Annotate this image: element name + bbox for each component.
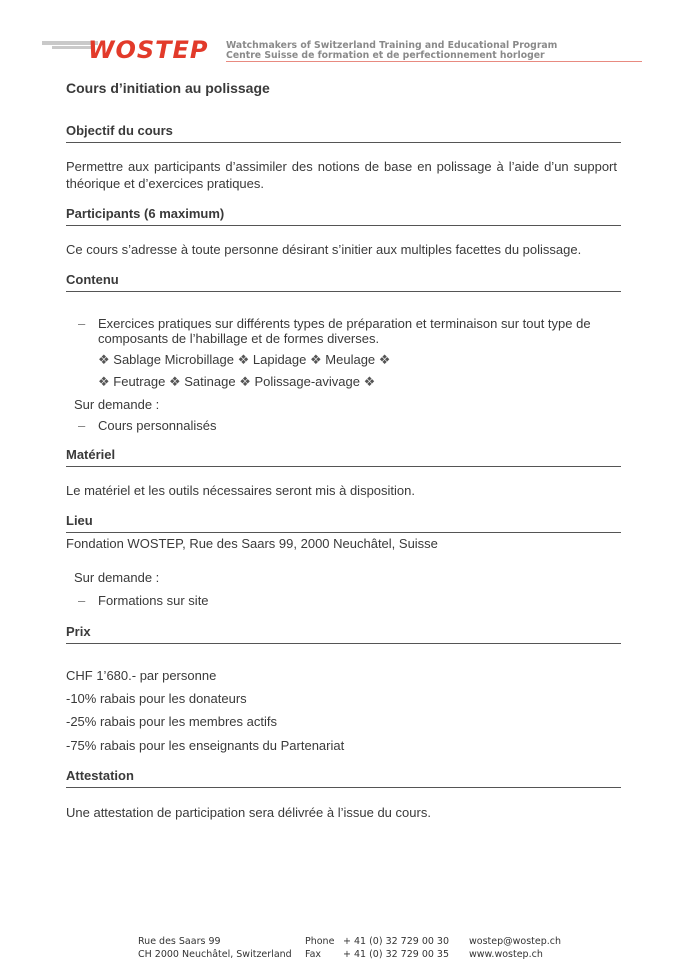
footer-address-line1: Rue des Saars 99 [138, 936, 221, 947]
footer-labels [305, 935, 334, 961]
wostep-logo: WOSTEP [88, 36, 209, 64]
objectif-text: Permettre aux participants d’assimiler des notions de base en polissage à l’aide d’un support théorique et d’exercices pratiques. [66, 159, 617, 191]
prix-line: CHF 1’680.- par personne [66, 668, 217, 683]
section-heading-contenu: Contenu [66, 272, 621, 292]
technique: Polissage-avivage [254, 374, 360, 389]
technique: Satinage [184, 374, 236, 389]
footer-email-link[interactable]: wostep@wostep.ch [469, 936, 562, 947]
section-heading-materiel: Matériel [66, 447, 621, 467]
list-dash: – [78, 316, 86, 331]
prix-line: -75% rabais pour les enseignants du Partenariat [66, 738, 345, 753]
section-heading-lieu: Lieu [66, 513, 621, 533]
list-dash: – [78, 418, 86, 433]
footer-address [138, 935, 292, 961]
technique: Feutrage [113, 374, 166, 389]
fleuron-icon: ❖ [237, 352, 250, 367]
footer-fax: + 41 (0) 32 729 00 35 [343, 949, 450, 960]
technique-row-1 [98, 352, 390, 367]
footer-phone: + 41 (0) 32 729 00 30 [343, 936, 450, 947]
technique: Lapidage [252, 352, 307, 367]
fleuron-icon: ❖ [239, 374, 251, 389]
section-heading-attestation: Attestation [66, 768, 621, 788]
fleuron-icon: ❖ [98, 374, 110, 389]
technique: Meulage [325, 352, 376, 367]
contenu-item-cours-personnalises: Cours personnalisés [98, 418, 217, 433]
lieu-sur-demande: Sur demande : [74, 570, 160, 585]
contenu-item-line1: Exercices pratiques sur différents types de préparation et terminaison sur tout type de [98, 316, 591, 331]
technique-row-2 [98, 374, 375, 389]
section-heading-participants: Participants (6 maximum) [66, 206, 621, 226]
footer-web-link[interactable]: www.wostep.ch [469, 949, 543, 960]
prix-line: -25% rabais pour les membres actifs [66, 714, 277, 729]
footer-fax-label: Fax [305, 949, 322, 960]
lieu-item-formations: Formations sur site [98, 593, 209, 608]
fleuron-icon: ❖ [363, 374, 376, 389]
section-heading-objectif: Objectif du cours [66, 123, 621, 143]
fleuron-icon: ❖ [310, 352, 322, 367]
fleuron-icon: ❖ [98, 352, 110, 367]
footer-numbers [343, 935, 449, 961]
footer-address-line2: CH 2000 Neuchâtel, Switzerland [138, 949, 292, 960]
section-heading-prix: Prix [66, 624, 621, 644]
footer-contact [469, 935, 561, 961]
lieu-address: Fondation WOSTEP, Rue des Saars 99, 2000 Neuchâtel, Suisse [66, 536, 438, 551]
technique: Sablage Microbillage [113, 352, 234, 367]
header-divider [226, 61, 642, 62]
materiel-text: Le matériel et les outils nécessaires seront mis à disposition. [66, 483, 415, 498]
list-dash: – [78, 593, 86, 608]
fleuron-icon: ❖ [378, 352, 391, 367]
header-program-fr: Centre Suisse de formation et de perfectionnement horloger [226, 50, 545, 61]
header-program-en: Watchmakers of Switzerland Training and Educational Program [226, 40, 558, 51]
participants-text: Ce cours s’adresse à toute personne désirant s’initier aux multiples facettes du polissage. [66, 242, 582, 257]
fleuron-icon: ❖ [168, 374, 181, 389]
prix-line: -10% rabais pour les donateurs [66, 691, 247, 706]
footer-phone-label: Phone [305, 936, 335, 947]
logo-stripe [52, 46, 92, 49]
contenu-sur-demande: Sur demande : [74, 397, 160, 412]
page-title: Cours d’initiation au polissage [66, 80, 270, 96]
contenu-item-line2: composants de l’habillage et de formes diverses. [98, 331, 380, 346]
attestation-text: Une attestation de participation sera délivrée à l’issue du cours. [66, 805, 431, 820]
